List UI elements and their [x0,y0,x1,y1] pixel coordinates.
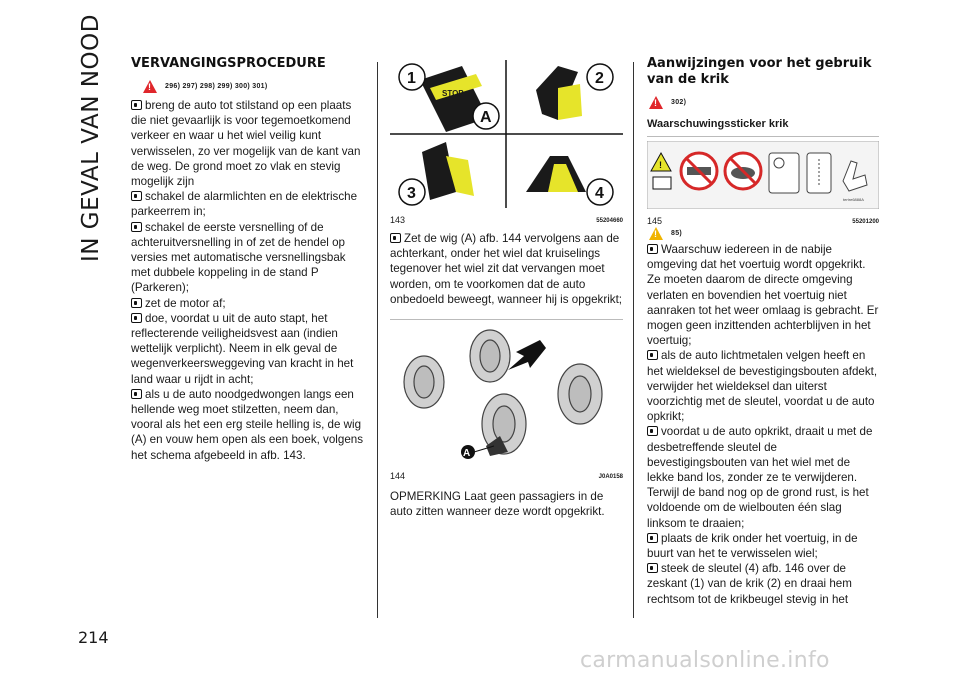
caution-triangle-icon [649,227,663,240]
list-item: schakel de eerste versnelling of de achteruitversnelling in of zet de hendel op versies met automatische versnellingsbak met dubbele koppeling in de stand P (Parkeren); [131,220,346,295]
manual-icon [653,177,671,189]
callout-label-a: A [480,109,492,126]
list-item: steek de sleutel (4) afb. 146 over de zeskant (1) van de krik (2) en draai hem rechtsom tot de krikbeugel stevig in het [647,562,852,606]
jack-position-icon [807,153,831,193]
column-right [647,56,879,607]
figure-number: 145 [647,216,663,226]
step-label-2: 2 [595,70,604,87]
bullet-icon [647,244,658,254]
warning-row [647,92,879,112]
warning-row [131,76,366,96]
figure-caption [390,471,623,481]
list-item: doe, voordat u uit de auto stapt, het reflecterende veiligheidsvest aan (indien wettelijk verplicht). Neem in elk geval de wegenverkeersweggeving van kracht in het land waar u rijdt in acht; [131,311,354,386]
watermark: carmanualsonline.info [580,648,830,673]
figure-code: 55204660 [596,218,623,224]
list-item: schakel de alarmlichten en de elektrische parkeerrem in; [131,190,358,219]
wheel-rear-right [558,364,602,424]
figure-143 [390,60,623,225]
wheel-chock-unfolding-illustration [390,60,623,208]
figure-number: 143 [390,215,406,225]
list-item: als u de auto noodgedwongen langs een hellende weg moet stilzetten, neem dan, vooral als het een erg steile helling is, de wig (A) en vouw hem open als een boek, volgens het schema afgebeeld in afb. 143. [131,387,364,462]
bullet-icon [131,191,142,201]
bullet-icon [390,233,401,243]
column-left [131,56,366,463]
column-divider [633,62,634,618]
subheading: Waarschuwingssticker krik [647,118,789,130]
column-middle [390,60,623,519]
jack-instructions-list [647,242,879,607]
wheel-chock-placement-illustration [390,326,623,464]
figure-code: J0A0158 [598,474,623,481]
section-heading: VERVANGINGSPROCEDURE [131,56,326,71]
warning-triangle-icon [143,80,157,93]
bullet-icon [647,350,658,360]
list-item: als de auto lichtmetalen velgen heeft en het wieldeksel de bevestigingsbouten afdekt, verwijder het wieldeksel dan uiterst voorzichtig met de sleutel, voordat u de auto opkrikt; [647,349,878,424]
list-item: plaats de krik onder het voertuig, in de buurt van het te verwisselen wiel; [647,531,858,561]
figure-caption [647,216,879,226]
bullet-icon [131,222,142,232]
sticker-code: tertre6888A [843,197,864,202]
list-item: voordat u de auto opkrikt, draait u met de desbetreffende sleutel de bevestigingsbouten van het wiel met de lekke band los, zonder ze te verwijderen. Terwijl de band nog op de grond rust, is het voldoende om de wielbouten één slag linksom te draaien; [647,425,873,530]
bullet-icon [131,389,142,399]
section-heading: Aanwijzingen voor het gebruik van de krik [647,56,872,87]
list-item: Waarschuw iedereen in de nabije omgeving dat het voertuig wordt opgekrikt. Ze moeten daarom de directe omgeving verlaten en bovendien het voertuig niet aanraken tot het weer omlaag is gebracht. Er mogen geen inzittenden achterblijven in het voertuig; [647,243,879,348]
wheel-front-left [404,356,444,408]
list-item: zet de motor af; [131,296,366,311]
figure-number: 144 [390,471,406,482]
warning-references: 302) [671,98,687,106]
step-label-1: 1 [407,70,416,87]
callout-label-a: A [463,448,471,460]
bullet-icon [647,563,658,573]
bullet-icon [131,298,142,308]
section-side-title: IN GEVAL VAN NOOD [78,14,104,262]
bullet-icon [131,100,142,110]
step-label-3: 3 [407,185,416,202]
svg-text:STOP: STOP [442,89,464,98]
bullet-icon [647,426,658,436]
warning-references: 296) 297) 298) 299) 300) 301) [165,82,268,90]
bullet-icon [647,533,658,543]
remark-note: OPMERKING Laat geen passagiers in de auto zitten wanneer deze wordt opgekrikt. [390,490,605,519]
arrow-icon [508,340,546,370]
warning-triangle-icon [649,96,663,109]
parking-brake-icon [769,153,799,193]
bullet-icon [131,313,142,323]
step-label-4: 4 [595,185,604,202]
no-passengers-icon [725,153,761,189]
caution-reference: 85) [671,229,683,237]
figure-144 [390,319,623,481]
wheel-front-right [470,330,510,382]
procedure-list [131,98,366,463]
figure-code: 55201200 [852,219,879,225]
page-number: 214 [78,628,109,647]
figure-caption [390,215,623,225]
caution-row [647,226,879,240]
list-item: Zet de wig (A) afb. 144 vervolgens aan de achterkant, onder het wiel dat kruiselings tegenover het wiel zit dat vervangen moet worden, om te voorkomen dat de auto onbedoeld beweegt, wanneer hij is opgekrikt; [390,232,623,306]
svg-text:!: ! [659,160,662,170]
no-person-under-car-icon [681,153,717,189]
jack-warning-sticker-illustration [647,141,879,209]
list-item: breng de auto tot stilstand op een plaats die niet gevaarlijk is voor tegemoetkomend verkeer en waar u het wiel veilig kunt verwisselen, zo ver mogelijk van de kant van de weg. De grond moet zo vlak en stevig mogelijk zijn [131,99,361,189]
column-divider [377,62,378,618]
figure-145 [647,136,879,226]
